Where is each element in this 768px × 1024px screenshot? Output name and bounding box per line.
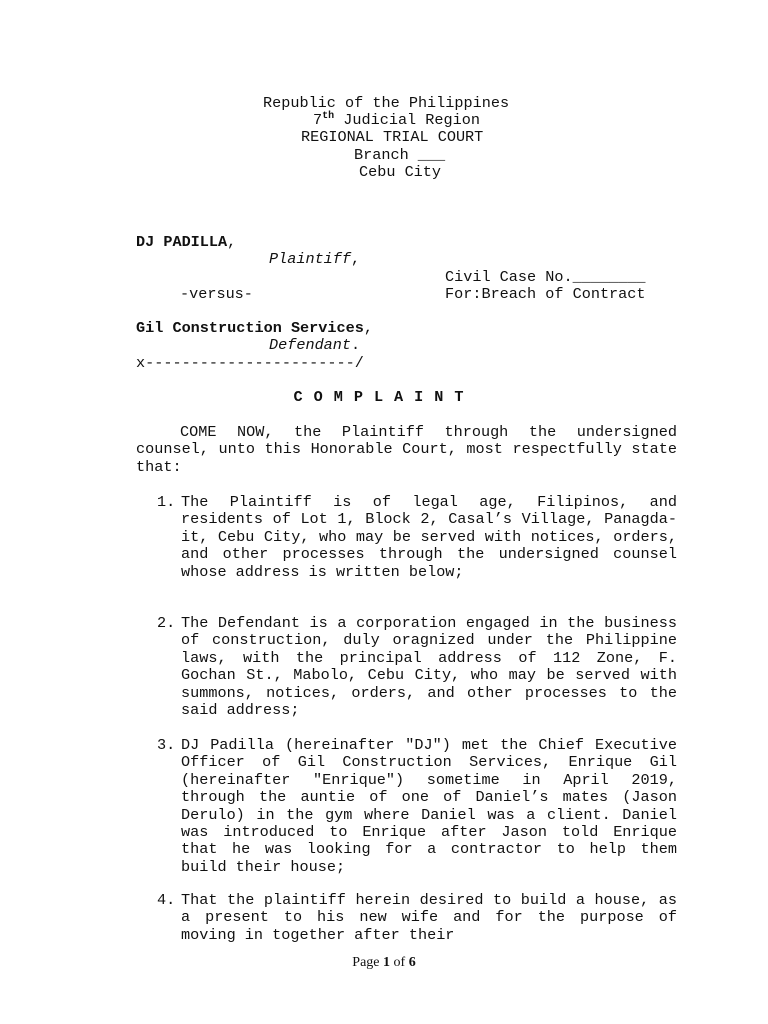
current-page-number: 1 <box>383 955 391 970</box>
item-text: DJ Padilla (hereinafter "DJ") met the Chief Executive Officer of Gil Construction Services, Enrique Gil (hereinafter "Enrique") sometime in April 2019, through the auntie of one of Daniel’s mates (Jason Derulo) in the gym where Daniel was a client. Daniel was introduced to Enrique after Jason told Enrique that he was looking for a contractor to help them build their house; <box>181 736 677 876</box>
header-court: REGIONAL TRIAL COURT <box>301 128 484 146</box>
total-pages: 6 <box>408 955 416 970</box>
item-number: 2. <box>157 614 176 632</box>
header-branch: Branch ___ <box>354 146 446 164</box>
defendant-role: Defendant. <box>269 336 361 354</box>
item-number: 4. <box>157 891 176 909</box>
civil-case-number: Civil Case No.________ <box>445 268 646 286</box>
header-republic: Republic of the Philippines <box>263 94 510 112</box>
item-text: That the plaintiff herein desired to build a house, as a present to his new wife and for the purpose of moving in together after their <box>181 891 677 944</box>
item-number: 1. <box>157 493 176 511</box>
document-title: COMPLAINT <box>293 388 475 406</box>
header-judicial-region: 7th Judicial Region <box>313 111 480 129</box>
caption-separator: x-----------------------/ <box>136 354 364 372</box>
item-number: 3. <box>157 736 176 754</box>
defendant-name: Gil Construction Services, <box>136 319 373 337</box>
intro-paragraph: COME NOW, the Plaintiff through the undersigned counsel, unto this Honorable Court, most respectfully state that: <box>136 423 677 476</box>
page-footer: Page 1 of 6 <box>352 955 416 970</box>
plaintiff-role: Plaintiff, <box>269 250 361 268</box>
item-text: The Defendant is a corporation engaged in the business of construction, duly oragnized under the Philippine laws, with the principal address of 112 Zone, F. Gochan St., Mabolo, Cebu City, who may be served with summons, notices, orders, and other processes to the said address; <box>181 614 677 720</box>
ordinal-suffix: th <box>322 111 335 122</box>
header-city: Cebu City <box>359 163 442 181</box>
item-text: The Plaintiff is of legal age, Filipinos, and residents of Lot 1, Block 2, Casal’s Village, Panagda-it, Cebu City, who may be served with notices, orders, and other processes through the undersigned counsel whose address is written below; <box>181 493 677 581</box>
versus-label: -versus- <box>180 285 253 303</box>
case-nature: For:Breach of Contract <box>445 285 646 303</box>
plaintiff-name: DJ PADILLA, <box>136 233 237 251</box>
